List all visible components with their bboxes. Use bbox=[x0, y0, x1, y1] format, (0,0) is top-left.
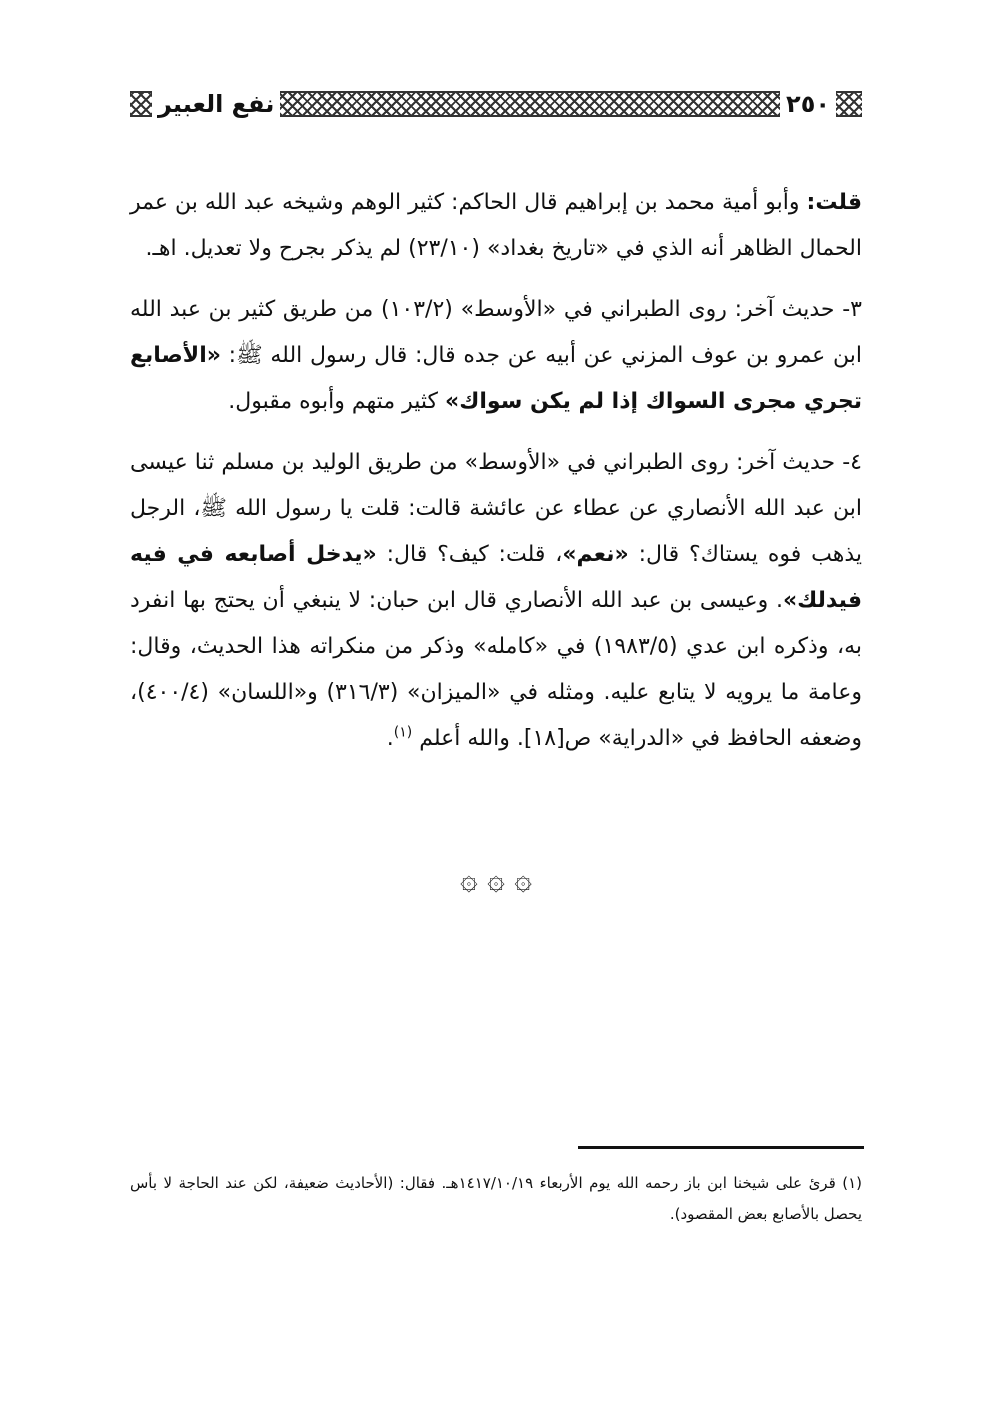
footnote bbox=[130, 1168, 862, 1230]
paragraph-1-text: وأبو أمية محمد بن إبراهيم قال الحاكم: كثير الوهم وشيخه عبد الله بن عمر الحمال الظاهر أنه الذي في «تاريخ بغداد» (٢٣/١٠) لم يذكر بجرح ولا تعديل. اهـ. bbox=[130, 190, 862, 261]
paragraph-3-end: . bbox=[386, 726, 394, 751]
paragraph-2 bbox=[130, 287, 862, 425]
paragraph-2-text: ٣- حديث آخر: روى الطبراني في «الأوسط» (١٠٣/٢) من طريق كثير بن عبد الله ابن عمرو بن عوف المزني عن أبيه عن جده قال: قال رسول الله ﷺ: bbox=[130, 297, 862, 368]
footnote-divider bbox=[578, 1146, 864, 1149]
flower-ornament-icon: ۞ ۞ ۞ bbox=[460, 862, 532, 897]
footnote-reference: (١) bbox=[393, 724, 413, 741]
paragraph-3-mid: ، قلت: كيف؟ قال: bbox=[376, 542, 563, 567]
section-separator bbox=[0, 862, 992, 897]
paragraph-1 bbox=[130, 180, 862, 272]
header-ornament-band bbox=[280, 91, 780, 117]
paragraph-3-text: ٤- حديث آخر: روى الطبراني في «الأوسط» من طريق الوليد بن مسلم ثنا عيسى ابن عبد الله الأنصاري عن عطاء عن عائشة قالت: قلت يا رسول الله ﷺ، الرجل يذهب فوه يستاك؟ قال: bbox=[130, 450, 862, 567]
paragraph-3-tail: . وعيسى بن عبد الله الأنصاري قال ابن حبان: لا ينبغي أن يحتج بها انفرد به، وذكره ابن عدي (١٩٨٣/٥) في «كامله» وذكر من منكراته هذا الحديث، وقال: وعامة ما يرويه لا يتابع عليه. ومثله في «الميزان» (٣١٦/٣) و«اللسان» (٤٠٠/٤)، وضعفه الحافظ في «الدراية» ص[١٨]. والله أعلم bbox=[130, 588, 862, 751]
paragraph-3 bbox=[130, 440, 862, 762]
hadith-quote-1: «الأصابع تجري مجرى السواك إذا لم يكن سواك» bbox=[130, 343, 862, 414]
paragraph-2-tail: كثير متهم وأبوه مقبول. bbox=[228, 389, 445, 414]
book-title: نفع العبير bbox=[158, 90, 275, 118]
main-text bbox=[130, 180, 862, 777]
page-header bbox=[130, 86, 862, 122]
header-ornament-left bbox=[130, 91, 152, 117]
answer-yes: «نعم» bbox=[562, 542, 629, 567]
footnote-text: (١) قرئ على شيخنا ابن باز رحمه الله يوم الأربعاء ١٤١٧/١٠/١٩هـ. فقال: (الأحاديث ضعيفة، لكن عند الحاجة لا بأس يحصل بالأصابع بعض المقصود). bbox=[130, 1174, 862, 1223]
hadith-quote-2: «يدخل أصابعه في فيه فيدلك» bbox=[130, 542, 862, 613]
qultu-label: قلت: bbox=[806, 190, 862, 215]
page-number: ٢٥٠ bbox=[786, 90, 830, 118]
header-ornament-right bbox=[836, 91, 862, 117]
